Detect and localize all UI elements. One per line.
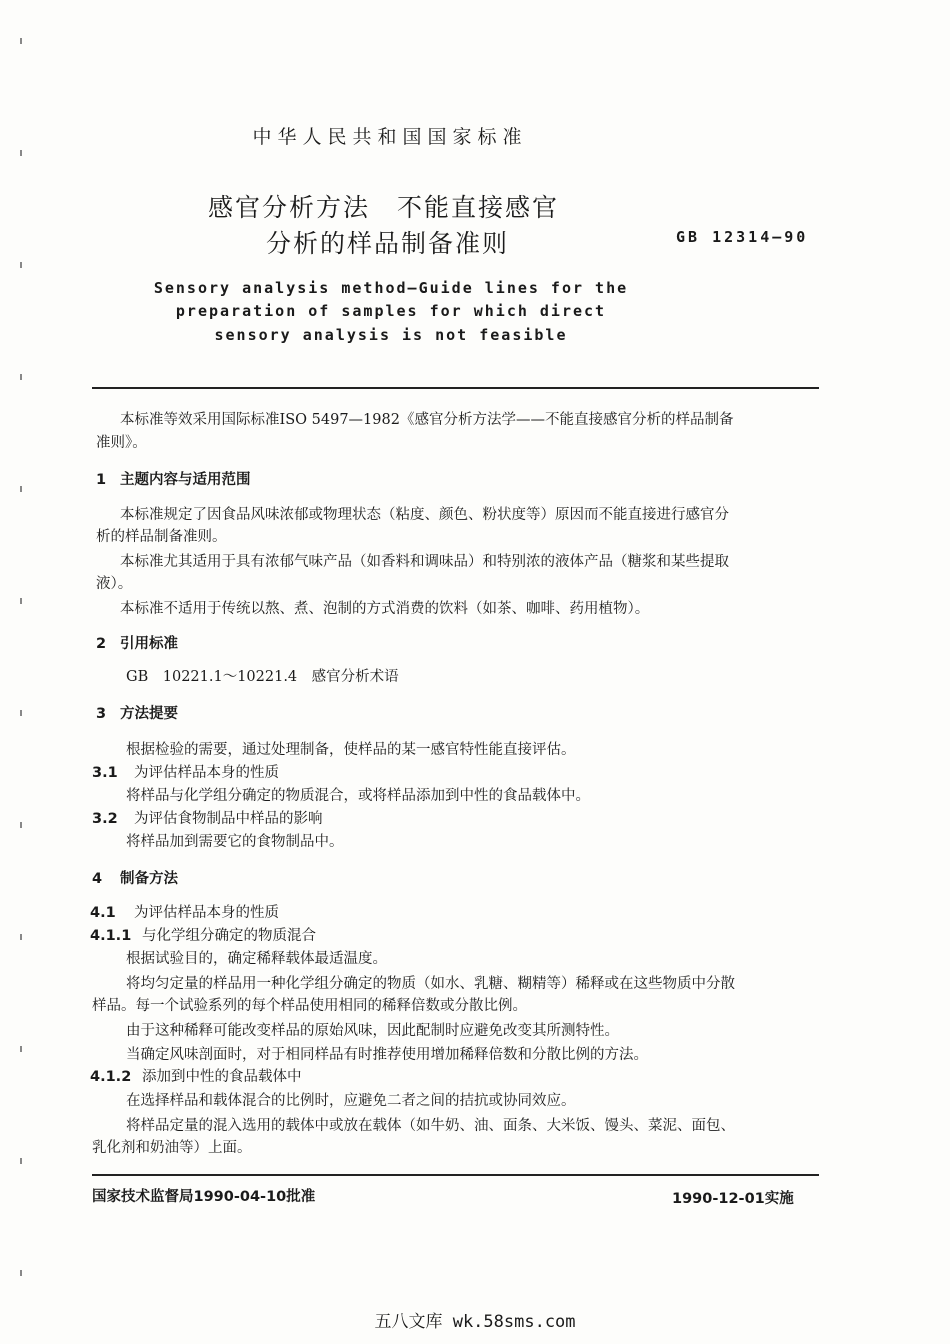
s4-1-1-p3: 由于这种稀释可能改变样品的原始风味，因此配制时应避免改变其所测特性。 <box>126 1023 619 1039</box>
clause-title: 添加到中性的食品载体中 <box>142 1069 302 1085</box>
watermark: 五八文库 wk.58sms.com <box>374 1312 576 1332</box>
s4-1-1-p2-line-1: 将均匀定量的样品用一种化学组分确定的物质（如水、乳糖、糊精等）稀释或在这些物质中分散 <box>126 976 735 992</box>
clause-title: 为评估食物制品中样品的影响 <box>134 811 323 827</box>
section-number: 2 <box>96 636 107 652</box>
section-number: 3 <box>96 706 107 722</box>
clause-title: 为评估样品本身的性质 <box>134 905 279 921</box>
english-title-line-3: sensory analysis is not feasible <box>214 326 568 344</box>
top-rule <box>92 387 819 389</box>
s1-p2-line-1: 本标准尤其适用于具有浓郁气味产品（如香料和调味品）和特别浓的液体产品（糖浆和某些提取 <box>120 554 729 570</box>
s3-1-heading <box>92 763 279 783</box>
english-title-line-2: preparation of samples for which direct <box>175 302 607 320</box>
s4-1-1-heading <box>90 926 316 946</box>
s4-1-2-p2-line-1: 将样品定量的混入选用的载体中或放在载体（如牛奶、油、面条、大米饭、馒头、菜泥、面包、 <box>126 1118 735 1134</box>
title-line-2: 分析的样品制备准则 <box>266 229 510 258</box>
s4-1-2-heading <box>90 1067 302 1087</box>
s3-1-text: 将样品与化学组分确定的物质混合，或将样品添加到中性的食品载体中。 <box>126 788 590 804</box>
s4-1-1-p4: 当确定风味剖面时，对于相同样品有时推荐使用增加稀释倍数和分散比例的方法。 <box>126 1047 648 1063</box>
clause-title: 为评估样品本身的性质 <box>134 765 279 781</box>
section-number: 4 <box>92 871 103 887</box>
implementation-date: 1990-12-01实施 <box>672 1191 794 1207</box>
s3-p1: 根据检验的需要，通过处理制备，使样品的某一感官特性能直接评估。 <box>126 742 576 758</box>
section-4-heading <box>92 867 178 888</box>
intro-line-2: 准则》。 <box>96 435 147 451</box>
section-title: 方法提要 <box>120 706 178 722</box>
s3-2-text: 将样品加到需要它的食物制品中。 <box>126 834 344 850</box>
clause-number: 3.2 <box>92 811 118 827</box>
bottom-rule <box>92 1174 819 1176</box>
english-title-line-1: Sensory analysis method—Guide lines for the <box>153 279 629 297</box>
section-number: 1 <box>96 472 107 488</box>
section-title: 主题内容与适用范围 <box>120 472 251 488</box>
intro-line-1: 本标准等效采用国际标准ISO 5497—1982《感官分析方法学——不能直接感官分析的样品制备 <box>120 412 734 428</box>
section-3-heading <box>96 702 178 723</box>
section-1-heading <box>96 468 251 489</box>
s4-1-heading <box>90 903 279 923</box>
s3-2-heading <box>92 809 323 829</box>
approval-date: 国家技术监督局1990-04-10批准 <box>92 1189 316 1205</box>
s2-reference: GB 10221.1～10221.4 感官分析术语 <box>126 669 399 685</box>
s1-p1-line-1: 本标准规定了因食品风味浓郁或物理状态（粘度、颜色、粉状度等）原因而不能直接进行感官分 <box>120 507 729 523</box>
clause-number: 4.1 <box>90 905 116 921</box>
s1-p2-line-2: 液）。 <box>96 576 133 592</box>
s4-1-1-p1: 根据试验目的，确定稀释载体最适温度。 <box>126 951 387 967</box>
section-title: 引用标准 <box>120 636 178 652</box>
standard-header: 中华人民共和国国家标准 <box>252 126 528 148</box>
gb-code: GB 12314—90 <box>676 228 809 246</box>
s4-1-2-p2-line-2: 乳化剂和奶油等）上面。 <box>92 1140 252 1156</box>
s4-1-2-p1: 在选择样品和载体混合的比例时，应避免二者之间的拮抗或协同效应。 <box>126 1093 576 1109</box>
title-line-1: 感官分析方法 不能直接感官 <box>208 193 560 222</box>
clause-title: 与化学组分确定的物质混合 <box>142 928 316 944</box>
section-title: 制备方法 <box>120 871 178 887</box>
s4-1-1-p2-line-2: 样品。每一个试验系列的每个样品使用相同的稀释倍数或分散比例。 <box>92 998 527 1014</box>
clause-number: 3.1 <box>92 765 118 781</box>
clause-number: 4.1.2 <box>90 1069 132 1085</box>
clause-number: 4.1.1 <box>90 928 132 944</box>
section-2-heading <box>96 632 178 653</box>
s1-p1-line-2: 析的样品制备准则。 <box>96 529 227 545</box>
s1-p3: 本标准不适用于传统以熬、煮、泡制的方式消费的饮料（如茶、咖啡、药用植物）。 <box>120 601 650 617</box>
